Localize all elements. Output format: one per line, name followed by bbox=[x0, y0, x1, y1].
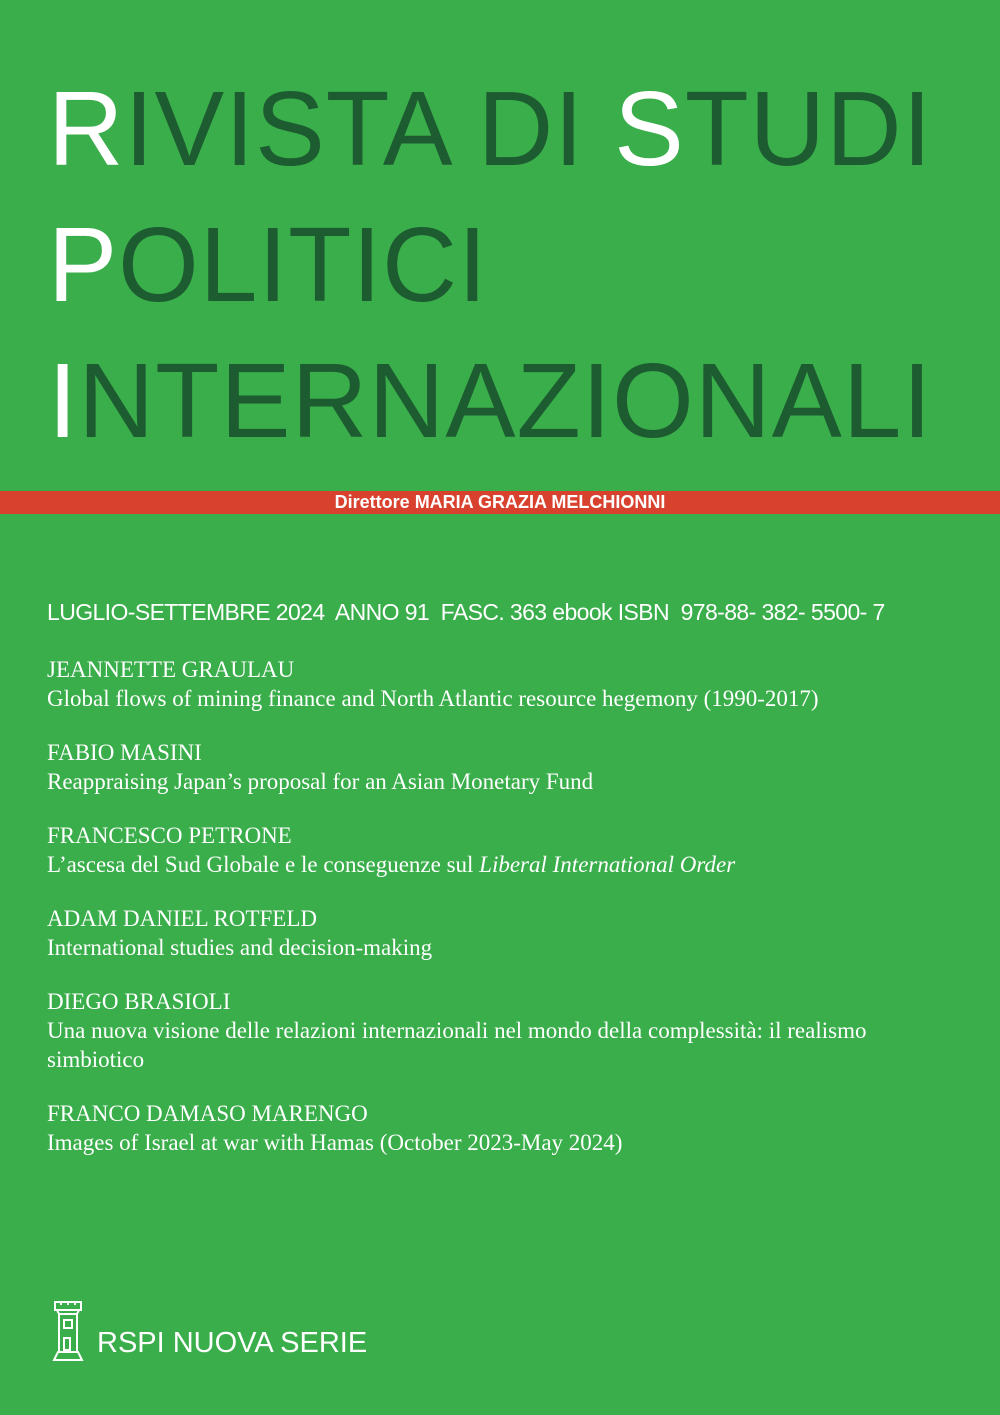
article-author: FRANCESCO PETRONE bbox=[47, 823, 292, 848]
journal-title-line-2 bbox=[48, 206, 488, 324]
journal-title-line-1 bbox=[48, 70, 933, 188]
article-title: Una nuova visione delle relazioni internazionali nel mondo della complessità: il realismo simbiotico bbox=[47, 1018, 867, 1072]
article-title: Images of Israel at war with Hamas (October 2023-May 2024) bbox=[47, 1130, 623, 1155]
article-title-text: L’ascesa del Sud Globale e le conseguenze sul bbox=[47, 852, 480, 877]
tower-logo-icon bbox=[52, 1300, 84, 1362]
title-initial: R bbox=[48, 70, 125, 188]
article-author: FRANCO DAMASO MARENGO bbox=[47, 1101, 368, 1126]
article bbox=[47, 738, 947, 796]
article-author: JEANNETTE GRAULAU bbox=[47, 657, 295, 682]
director-bar bbox=[0, 491, 1000, 514]
article bbox=[47, 821, 947, 879]
article-title: Global flows of mining finance and North Atlantic resource hegemony (1990-2017) bbox=[47, 686, 819, 711]
title-text: TUDI bbox=[684, 70, 933, 188]
article bbox=[47, 1099, 947, 1157]
title-text: NTERNAZIONALI bbox=[78, 342, 933, 460]
article-title: Reappraising Japan’s proposal for an Asian Monetary Fund bbox=[47, 769, 594, 794]
director-name: MARIA GRAZIA MELCHIONNI bbox=[414, 492, 666, 512]
title-initial: P bbox=[48, 206, 119, 324]
article bbox=[47, 904, 947, 962]
article-author: ADAM DANIEL ROTFELD bbox=[47, 906, 318, 931]
director-label: Direttore bbox=[334, 492, 410, 512]
series-name: RSPI NUOVA SERIE bbox=[97, 1327, 368, 1359]
article bbox=[47, 655, 947, 713]
title-initial: I bbox=[48, 342, 79, 460]
article-title bbox=[47, 850, 947, 879]
article-title-italic: Liberal International Order bbox=[479, 852, 736, 877]
title-text: OLITICI bbox=[118, 206, 488, 324]
article-author: DIEGO BRASIOLI bbox=[47, 989, 231, 1014]
article-title: International studies and decision-making bbox=[47, 935, 433, 960]
issue-info: LUGLIO-SETTEMBRE 2024 ANNO 91 FASC. 363 ebook ISBN 978-88- 382- 5500- 7 bbox=[47, 599, 885, 625]
article bbox=[47, 987, 947, 1074]
journal-title-line-3 bbox=[48, 342, 933, 460]
title-initial: S bbox=[614, 70, 685, 188]
article-author: FABIO MASINI bbox=[47, 740, 202, 765]
title-text: IVISTA DI bbox=[124, 70, 615, 188]
